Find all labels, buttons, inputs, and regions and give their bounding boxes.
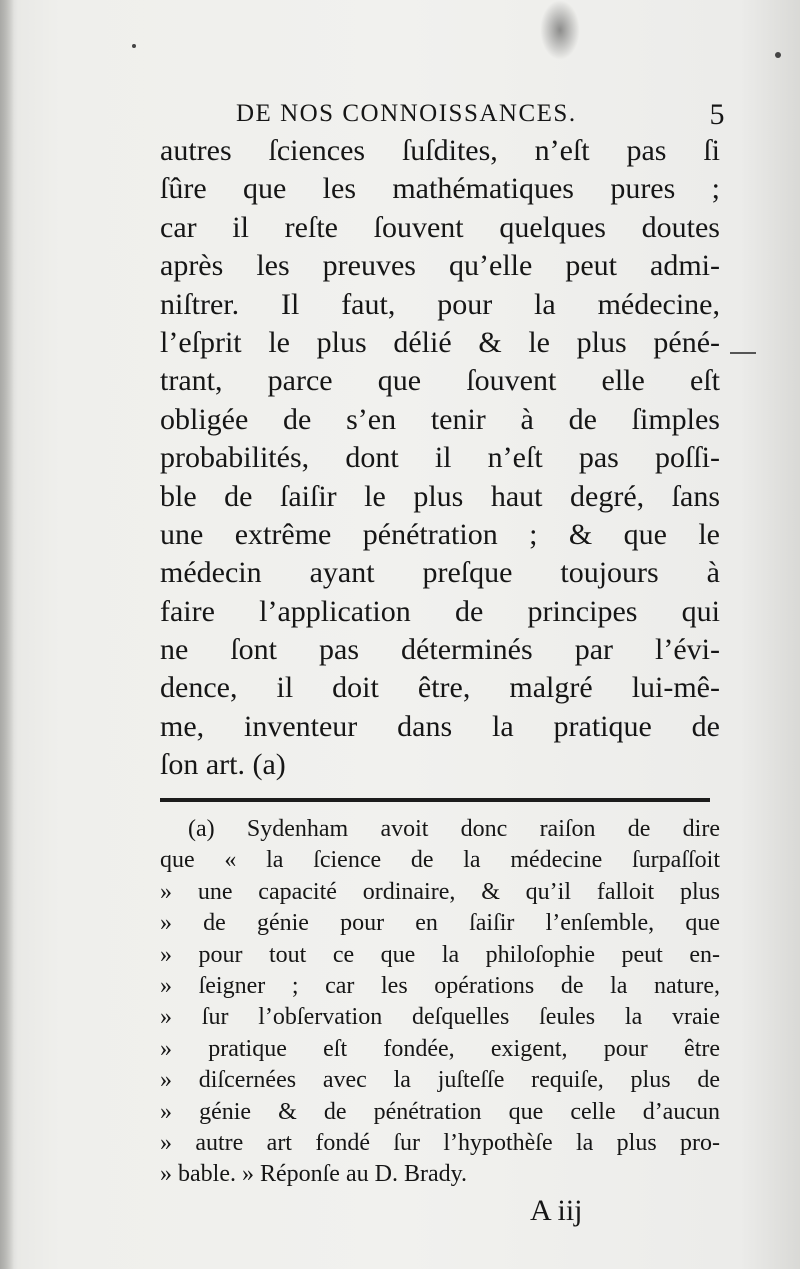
spine-shadow bbox=[0, 0, 14, 1269]
running-head bbox=[236, 100, 726, 136]
footnote-line: » ſur l’obſervation deſquelles ſeules la vraie bbox=[160, 1004, 720, 1031]
text-line: autres ſciences ſuſdites, n’eſt pas ſi bbox=[160, 134, 720, 167]
text-line: après les preuves qu’elle peut admi- bbox=[160, 249, 720, 283]
footnote-line: » génie & de pénétration que celle d’aucun bbox=[160, 1098, 720, 1125]
footnote-line: » pratique eſt fondée, exigent, pour être bbox=[160, 1035, 720, 1062]
text-line: niſtrer. Il faut, pour la médecine, bbox=[160, 287, 720, 321]
text-line: l’eſprit le plus délié & le plus péné- bbox=[160, 325, 720, 359]
footnote-line: » diſcernées avec la juſteſſe requiſe, plus de bbox=[160, 1067, 720, 1094]
footnote bbox=[160, 814, 720, 1191]
signature-mark: A iij bbox=[530, 1194, 583, 1227]
footnote-line: » pour tout ce que la philoſophie peut en- bbox=[160, 941, 720, 968]
footnote-line: (a) Sydenham avoit donc raiſon de dire bbox=[188, 816, 720, 842]
text-line: obligée de s’en tenir à de ſimples bbox=[160, 402, 720, 436]
footnote-line: que « la ſcience de la médecine ſurpaſſoit bbox=[160, 847, 720, 874]
text-line: faire l’application de principes qui bbox=[160, 594, 720, 628]
footnote-line: » une capacité ordinaire, & qu’il falloit plus bbox=[160, 878, 720, 905]
text-line: ne ſont pas déterminés par l’évi- bbox=[160, 633, 720, 667]
footnote-line: » de génie pour en ſaiſir l’enſemble, que bbox=[160, 910, 720, 937]
main-text bbox=[160, 132, 720, 785]
footnote-line: » ſeigner ; car les opérations de la nature, bbox=[160, 972, 720, 999]
speck bbox=[775, 52, 781, 58]
margin-mark bbox=[730, 352, 756, 354]
text-line: une extrême pénétration ; & que le bbox=[160, 517, 720, 551]
page-number: 5 bbox=[709, 98, 726, 131]
text-line: dence, il doit être, malgré lui-mê- bbox=[160, 671, 720, 705]
footnote-line: » autre art fondé ſur l’hypothèſe la plus pro- bbox=[160, 1129, 720, 1156]
text-line: ble de ſaiſir le plus haut degré, ſans bbox=[160, 479, 720, 513]
running-head-title: DE NOS CONNOISSANCES. bbox=[236, 100, 577, 127]
text-line: ſon art. (a) bbox=[160, 748, 286, 782]
footnote-line: » bable. » Réponſe au D. Brady. bbox=[160, 1161, 468, 1188]
footnote-rule bbox=[160, 798, 710, 802]
text-line: trant, parce que ſouvent elle eſt bbox=[160, 364, 720, 398]
text-line: ſûre que les mathématiques pures ; bbox=[160, 172, 720, 206]
text-line: me, inventeur dans la pratique de bbox=[160, 709, 720, 743]
text-line: car il reſte ſouvent quelques doutes bbox=[160, 210, 720, 244]
text-line: probabilités, dont il n’eſt pas poſſi- bbox=[160, 441, 720, 475]
ink-blot bbox=[540, 0, 580, 60]
speck bbox=[132, 44, 136, 48]
text-line: médecin ayant preſque toujours à bbox=[160, 556, 720, 590]
